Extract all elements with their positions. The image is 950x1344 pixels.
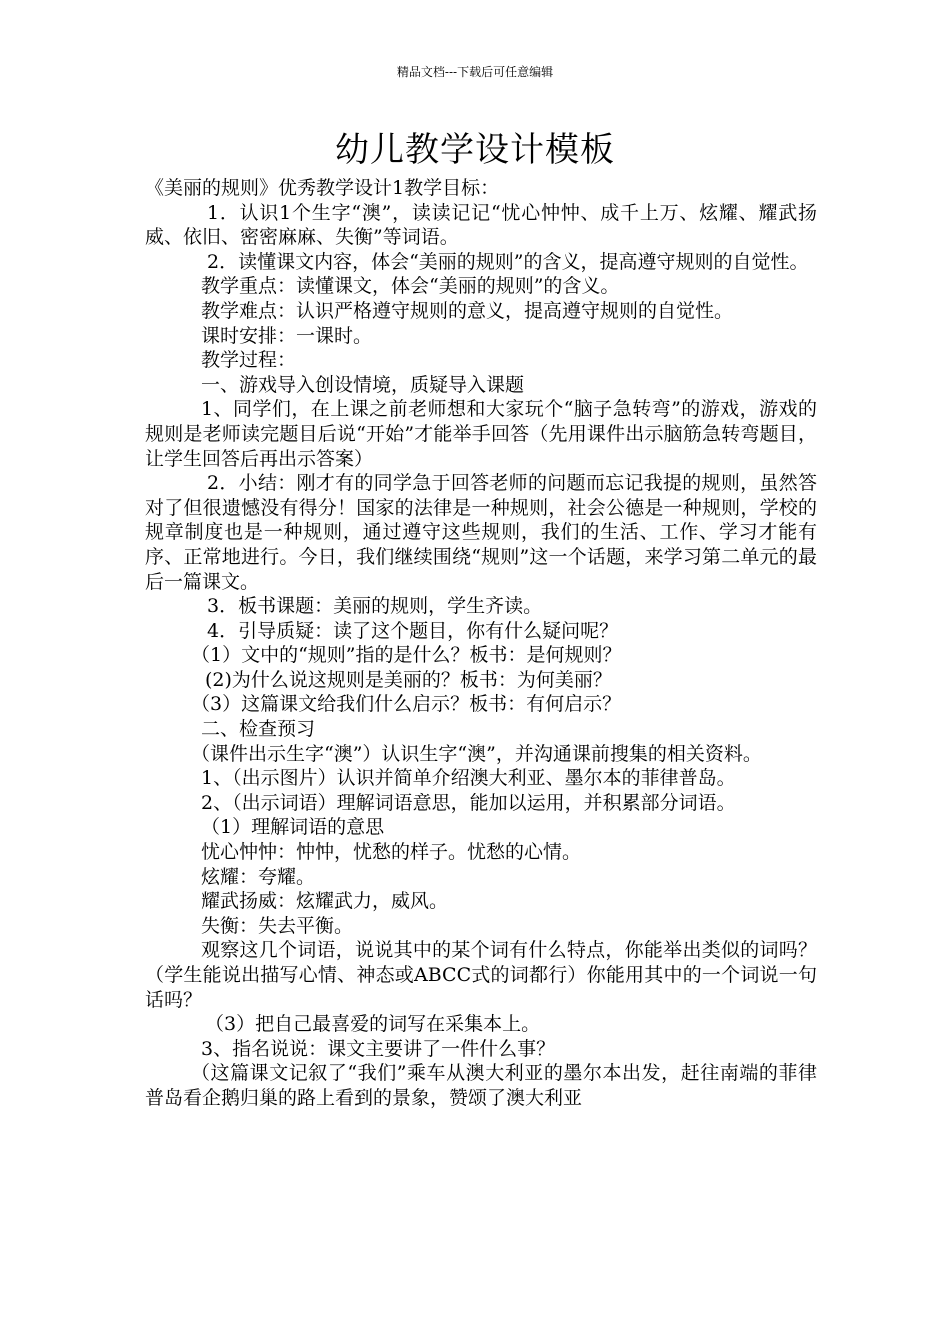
paragraph-question-2: (2)为什么说这规则是美丽的？板书：为何美丽？: [205, 668, 612, 691]
paragraph-understand-words: （1）理解词语的意思: [201, 816, 385, 839]
paragraph-process-heading: 教学过程：: [201, 349, 297, 372]
paragraph-goal-2: 2．读懂课文内容，体会“美丽的规则”的含义，提高遵守规则的自觉性。: [207, 250, 809, 273]
paragraph-write-words: （3）把自己最喜爱的词写在采集本上。: [205, 1013, 541, 1036]
paragraph-show-picture: 1、（出示图片）认识并简单介绍澳大利亚、墨尔本的菲律普岛。: [201, 767, 736, 790]
definition-item: 失衡：失去平衡。: [201, 914, 354, 937]
page-header: 精品文档---下载后可任意编辑: [396, 65, 554, 79]
paragraph-observe-words: 观察这几个词语，说说其中的某个词有什么特点，你能举出类似的词吗？（学生能说出描写心情、神态或ABCC式的词都行）你能用其中的一个词说一句话吗？: [145, 939, 817, 1011]
paragraph-intro: 《美丽的规则》优秀教学设计1教学目标：: [145, 177, 500, 199]
paragraph-difficulty: 教学难点：认识严格遵守规则的意义，提高遵守规则的自觉性。: [201, 299, 734, 322]
section-heading-1: 一、游戏导入创设情境，质疑导入课题: [201, 373, 525, 396]
section-heading-2: 二、检查预习: [201, 718, 316, 741]
paragraph-question-3: （3）这篇课文给我们什么启示？板书：有何启示？: [191, 693, 622, 716]
paragraph-key-point: 教学重点：读懂课文，体会“美丽的规则”的含义。: [201, 275, 620, 298]
document-body: [145, 176, 817, 1111]
paragraph-main-idea: 3、指名说说：课文主要讲了一件什么事？: [201, 1037, 556, 1060]
paragraph-step-1: 1、同学们，在上课之前老师想和大家玩个“脑子急转弯”的游戏，游戏的规则是老师读完题目后说“开始”才能举手回答（先用课件出示脑筋急转弯题目，让学生回答后再出示答案）: [145, 398, 817, 470]
definition-item: 耀武扬威：炫耀武力，威风。: [201, 890, 449, 913]
paragraph-goal-1: 1．认识1个生字“澳”，读读记记“忧心忡忡、成千上万、炫耀、耀武扬威、依旧、密密麻麻、失衡”等词语。: [145, 201, 817, 249]
paragraph-summary: 2．小结：刚才有的同学急于回答老师的问题而忘记我提的规则，虽然答对了但很遗憾没有得分！国家的法律是一种规则，社会公德是一种规则，学校的规章制度也是一种规则，通过遵守这些规则，我们的生活、工作、学习才能有序、正常地进行。今日，我们继续围绕“规则”这一个话题，来学习第二单元的最后一篇课文。: [145, 472, 817, 593]
paragraph-step-4: 4．引导质疑：读了这个题目，你有什么疑问呢？: [207, 619, 619, 642]
paragraph-story-summary: （这篇课文记叙了“我们”乘车从澳大利亚的墨尔本出发，赶往南端的菲律普岛看企鹅归巢的路上看到的景象，赞颂了澳大利亚: [145, 1062, 817, 1109]
definition-item: 忧心忡忡：忡忡，忧愁的样子。忧愁的心情。: [201, 841, 582, 864]
paragraph-new-character: （课件出示生字“澳”）认识生字“澳”，并沟通课前搜集的相关资料。: [191, 742, 762, 765]
document-title: 幼儿教学设计模板: [335, 130, 615, 170]
paragraph-question-1: （1）文中的“规则”指的是什么？板书：是何规则？: [191, 644, 622, 667]
paragraph-schedule: 课时安排：一课时。: [201, 324, 373, 347]
paragraph-show-words: 2、（出示词语）理解词语意思，能加以运用，并积累部分词语。: [201, 791, 736, 814]
paragraph-step-3: 3．板书课题：美丽的规则，学生齐读。: [207, 595, 543, 618]
definition-item: 炫耀：夸耀。: [201, 865, 316, 888]
